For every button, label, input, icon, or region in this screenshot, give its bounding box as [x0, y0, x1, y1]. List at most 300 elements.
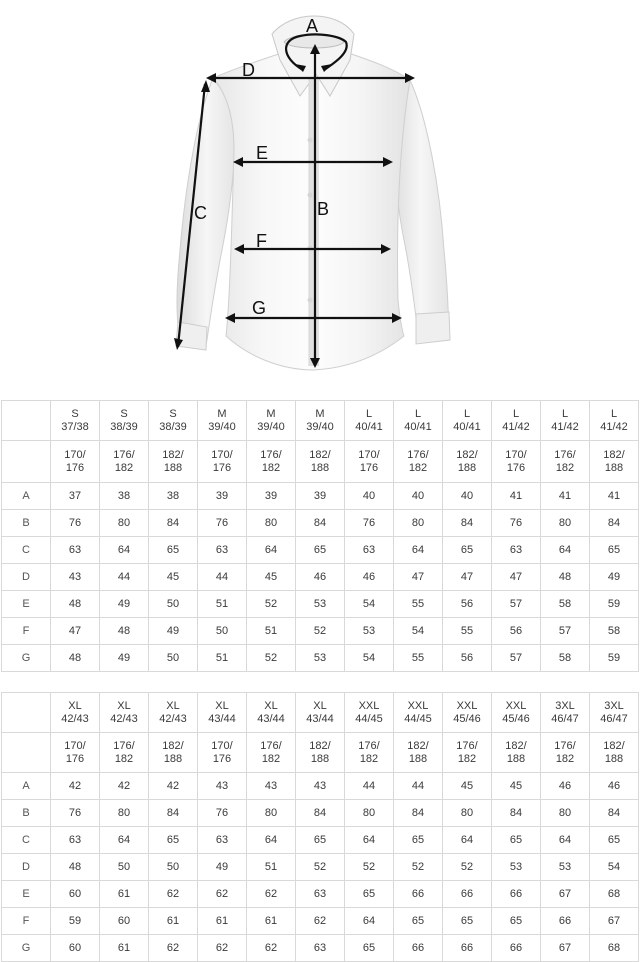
size-header-cell: [100, 693, 149, 733]
table-cell: 64: [345, 827, 394, 854]
collar-size: 40/41: [355, 420, 383, 433]
height-range-top: 182/: [456, 448, 478, 461]
table-cell: 54: [590, 854, 639, 881]
height-range-bottom: 182: [261, 461, 281, 474]
table-cell: 56: [443, 645, 492, 672]
size-label: M: [315, 407, 325, 420]
collar-size: 41/42: [551, 420, 579, 433]
table-cell: 62: [247, 935, 296, 962]
table-cell: 64: [541, 537, 590, 564]
table-row: [2, 773, 639, 800]
table-cell: 76: [51, 800, 100, 827]
size-table-1: [1, 400, 639, 672]
height-range-top: 176/: [554, 739, 576, 752]
table-cell: 44: [394, 773, 443, 800]
table-cell: 63: [198, 537, 247, 564]
height-header-cell: [345, 733, 394, 773]
table-row: [2, 645, 639, 672]
table-cell: 80: [247, 800, 296, 827]
table-cell: 62: [247, 881, 296, 908]
table-cell: 51: [247, 618, 296, 645]
collar-size: 37/38: [61, 420, 89, 433]
label-a: A: [306, 16, 319, 36]
height-range-top: 182/: [309, 448, 331, 461]
table-cell: 44: [100, 564, 149, 591]
height-range-top: 176/: [260, 739, 282, 752]
table-cell: 47: [443, 564, 492, 591]
height-range-bottom: 176: [65, 752, 85, 765]
size-label: L: [365, 407, 373, 420]
row-label: C: [2, 827, 51, 854]
size-header-cell: [296, 693, 345, 733]
height-range-bottom: 182: [408, 461, 428, 474]
table-cell: 65: [443, 537, 492, 564]
height-header-cell: [296, 733, 345, 773]
size-header-cell: [51, 401, 100, 441]
table-cell: 76: [198, 800, 247, 827]
table-cell: 59: [51, 908, 100, 935]
height-range-bottom: 176: [212, 461, 232, 474]
row-label: A: [2, 483, 51, 510]
height-header-cell: [100, 733, 149, 773]
table-cell: 56: [443, 591, 492, 618]
table-cell: 45: [492, 773, 541, 800]
table-cell: 64: [345, 908, 394, 935]
table-cell: 76: [198, 510, 247, 537]
table-cell: 49: [590, 564, 639, 591]
table-row: [2, 800, 639, 827]
table-cell: 63: [198, 827, 247, 854]
label-g: G: [252, 298, 267, 318]
size-label: XL: [313, 699, 327, 712]
shirt-drawing: [0, 0, 640, 390]
height-range-bottom: 182: [261, 752, 281, 765]
table-cell: 64: [247, 537, 296, 564]
row-label: G: [2, 645, 51, 672]
collar-size: 40/41: [404, 420, 432, 433]
collar-size: 42/43: [61, 712, 89, 725]
size-label: L: [414, 407, 422, 420]
size-label: L: [561, 407, 569, 420]
height-header-cell: [247, 441, 296, 483]
height-range-top: 170/: [211, 739, 233, 752]
height-range-top: 176/: [113, 739, 135, 752]
height-header-cell: [100, 441, 149, 483]
table-cell: 50: [100, 854, 149, 881]
table-cell: 84: [590, 800, 639, 827]
table-cell: 84: [492, 800, 541, 827]
table-cell: 63: [296, 935, 345, 962]
row-label: F: [2, 908, 51, 935]
table-cell: 49: [100, 645, 149, 672]
table-cell: 44: [198, 564, 247, 591]
table-cell: 63: [51, 537, 100, 564]
table-cell: 65: [345, 935, 394, 962]
table-cell: 45: [247, 564, 296, 591]
size-label: 3XL: [555, 699, 575, 712]
collar-size: 46/47: [551, 712, 579, 725]
table-cell: 80: [247, 510, 296, 537]
table-row: [2, 618, 639, 645]
collar-size: 42/43: [110, 712, 138, 725]
table-cell: 53: [345, 618, 394, 645]
table-cell: 55: [394, 591, 443, 618]
height-header-cell: [590, 441, 639, 483]
height-header-row: [2, 441, 639, 483]
table-cell: 84: [394, 800, 443, 827]
size-header-cell: [149, 401, 198, 441]
size-header-cell: [541, 401, 590, 441]
table-cell: 47: [492, 564, 541, 591]
table-cell: 43: [51, 564, 100, 591]
height-header-cell: [149, 733, 198, 773]
size-label: XXL: [505, 699, 527, 712]
size-header-cell: [149, 693, 198, 733]
table-cell: 63: [296, 881, 345, 908]
height-range-top: 182/: [505, 739, 527, 752]
height-header-cell: [296, 441, 345, 483]
label-f: F: [256, 231, 267, 251]
table-cell: 48: [100, 618, 149, 645]
table-cell: 46: [296, 564, 345, 591]
table-cell: 59: [590, 645, 639, 672]
table-cell: 84: [296, 800, 345, 827]
size-header-cell: [247, 693, 296, 733]
size-label: S: [71, 407, 79, 420]
table-cell: 52: [345, 854, 394, 881]
size-header-cell: [345, 693, 394, 733]
table-cell: 65: [345, 881, 394, 908]
table-cell: 48: [541, 564, 590, 591]
table-cell: 66: [394, 881, 443, 908]
collar-size: 39/40: [306, 420, 334, 433]
size-table-2: [1, 692, 639, 962]
height-header-cell: [443, 733, 492, 773]
table-cell: 84: [296, 510, 345, 537]
table-cell: 67: [590, 908, 639, 935]
table-cell: 46: [541, 773, 590, 800]
table-cell: 65: [296, 827, 345, 854]
size-label: XXL: [407, 699, 429, 712]
height-header-cell: [345, 441, 394, 483]
height-range-bottom: 176: [65, 461, 85, 474]
table-cell: 62: [149, 935, 198, 962]
table-cell: 48: [51, 591, 100, 618]
row-label: B: [2, 510, 51, 537]
height-range-bottom: 182: [114, 461, 134, 474]
height-range-bottom: 188: [408, 752, 428, 765]
height-range-bottom: 182: [457, 752, 477, 765]
height-range-top: 182/: [162, 739, 184, 752]
table-cell: 61: [247, 908, 296, 935]
table-cell: 65: [394, 827, 443, 854]
size-label: XL: [166, 699, 180, 712]
size-label: L: [463, 407, 471, 420]
table-cell: 66: [443, 935, 492, 962]
table-cell: 52: [247, 645, 296, 672]
table-cell: 80: [541, 800, 590, 827]
table-row: [2, 854, 639, 881]
table-cell: 84: [149, 800, 198, 827]
table-row: [2, 510, 639, 537]
table-cell: 68: [590, 881, 639, 908]
table-cell: 41: [492, 483, 541, 510]
table-cell: 48: [51, 645, 100, 672]
size-header-cell: [394, 693, 443, 733]
label-e: E: [256, 143, 269, 163]
height-header-cell: [541, 733, 590, 773]
label-c: C: [194, 203, 207, 223]
collar-size: 46/47: [600, 712, 628, 725]
size-header-cell: [541, 693, 590, 733]
height-range-bottom: 182: [114, 752, 134, 765]
table-cell: 50: [149, 645, 198, 672]
table-cell: 42: [100, 773, 149, 800]
button: [308, 193, 313, 198]
collar-size: 38/39: [159, 420, 187, 433]
table-cell: 64: [541, 827, 590, 854]
table-cell: 64: [100, 537, 149, 564]
size-label: XL: [215, 699, 229, 712]
size-label: L: [512, 407, 520, 420]
table-cell: 54: [345, 591, 394, 618]
table-cell: 52: [394, 854, 443, 881]
height-range-top: 182/: [603, 448, 625, 461]
table-cell: 62: [198, 935, 247, 962]
table-cell: 43: [296, 773, 345, 800]
table-cell: 46: [590, 773, 639, 800]
table-cell: 64: [443, 827, 492, 854]
size-header-cell: [345, 401, 394, 441]
size-header-cell: [394, 401, 443, 441]
table-row: [2, 564, 639, 591]
table-cell: 57: [492, 591, 541, 618]
table-cell: 55: [443, 618, 492, 645]
table-row: [2, 908, 639, 935]
size-header-cell: [443, 401, 492, 441]
table-cell: 80: [345, 800, 394, 827]
size-header-cell: [590, 401, 639, 441]
table-cell: 63: [345, 537, 394, 564]
right-cuff: [416, 312, 450, 344]
table-cell: 65: [492, 908, 541, 935]
size-label: 3XL: [604, 699, 624, 712]
table-cell: 62: [149, 881, 198, 908]
table-cell: 43: [198, 773, 247, 800]
table-cell: 84: [443, 510, 492, 537]
table-cell: 39: [198, 483, 247, 510]
table-cell: 65: [590, 537, 639, 564]
table-cell: 61: [149, 908, 198, 935]
button: [308, 298, 313, 303]
table-cell: 84: [149, 510, 198, 537]
size-label: XL: [117, 699, 131, 712]
row-label: C: [2, 537, 51, 564]
height-header-cell: [247, 733, 296, 773]
height-header-cell: [51, 441, 100, 483]
height-header-cell: [51, 733, 100, 773]
table-cell: 67: [541, 935, 590, 962]
table-cell: 52: [296, 854, 345, 881]
size-header-cell: [100, 401, 149, 441]
row-label: B: [2, 800, 51, 827]
height-range-bottom: 182: [555, 461, 575, 474]
height-range-bottom: 188: [604, 752, 624, 765]
height-range-top: 170/: [358, 448, 380, 461]
table-cell: 66: [492, 881, 541, 908]
table-cell: 58: [541, 645, 590, 672]
height-range-top: 170/: [64, 448, 86, 461]
button: [308, 138, 313, 143]
size-label: XL: [68, 699, 82, 712]
height-range-top: 176/: [456, 739, 478, 752]
label-b: B: [317, 199, 330, 219]
size-label: XL: [264, 699, 278, 712]
height-header-cell: [590, 733, 639, 773]
table-cell: 54: [345, 645, 394, 672]
table-cell: 42: [149, 773, 198, 800]
table-cell: 51: [198, 645, 247, 672]
size-label: XXL: [456, 699, 478, 712]
height-range-top: 182/: [162, 448, 184, 461]
size-header-row: [2, 693, 639, 733]
table-cell: 65: [492, 827, 541, 854]
table-cell: 52: [296, 618, 345, 645]
height-range-bottom: 176: [359, 461, 379, 474]
collar-size: 45/46: [453, 712, 481, 725]
table-row: [2, 537, 639, 564]
table-cell: 61: [100, 881, 149, 908]
height-header-cell: [394, 733, 443, 773]
height-header-cell: [541, 441, 590, 483]
table-cell: 59: [590, 591, 639, 618]
table-cell: 51: [247, 854, 296, 881]
row-label: E: [2, 881, 51, 908]
table-cell: 40: [443, 483, 492, 510]
table-cell: 76: [345, 510, 394, 537]
table-cell: 66: [541, 908, 590, 935]
row-label: G: [2, 935, 51, 962]
table-cell: 80: [541, 510, 590, 537]
table-cell: 49: [149, 618, 198, 645]
size-header-cell: [247, 401, 296, 441]
collar-size: 43/44: [208, 712, 236, 725]
height-range-bottom: 188: [310, 752, 330, 765]
table-row: [2, 827, 639, 854]
table-cell: 66: [394, 935, 443, 962]
table-cell: 61: [100, 935, 149, 962]
table-row: [2, 881, 639, 908]
size-header-cell: [198, 693, 247, 733]
size-header-cell: [492, 401, 541, 441]
height-range-top: 182/: [309, 739, 331, 752]
corner-cell: [2, 441, 51, 483]
table-cell: 38: [149, 483, 198, 510]
size-header-cell: [198, 401, 247, 441]
label-d: D: [242, 60, 255, 80]
table-cell: 53: [296, 645, 345, 672]
height-range-top: 170/: [64, 739, 86, 752]
table-cell: 39: [296, 483, 345, 510]
table-cell: 65: [394, 908, 443, 935]
table-cell: 37: [51, 483, 100, 510]
collar-size: 39/40: [208, 420, 236, 433]
table-cell: 62: [198, 881, 247, 908]
height-range-top: 176/: [554, 448, 576, 461]
size-header-cell: [296, 401, 345, 441]
table-cell: 40: [345, 483, 394, 510]
size-header-cell: [492, 693, 541, 733]
corner-cell: [2, 733, 51, 773]
table-cell: 76: [51, 510, 100, 537]
row-label: F: [2, 618, 51, 645]
collar-size: 45/46: [502, 712, 530, 725]
height-range-top: 170/: [211, 448, 233, 461]
table-cell: 65: [296, 537, 345, 564]
collar-size: 43/44: [257, 712, 285, 725]
collar-size: 41/42: [600, 420, 628, 433]
corner-cell: [2, 693, 51, 733]
table-cell: 45: [149, 564, 198, 591]
corner-cell: [2, 401, 51, 441]
collar-size: 39/40: [257, 420, 285, 433]
height-header-cell: [443, 441, 492, 483]
height-range-top: 182/: [603, 739, 625, 752]
height-header-cell: [149, 441, 198, 483]
height-range-bottom: 182: [555, 752, 575, 765]
table-cell: 60: [100, 908, 149, 935]
collar-size: 41/42: [502, 420, 530, 433]
table-cell: 40: [394, 483, 443, 510]
height-range-bottom: 188: [506, 752, 526, 765]
table-cell: 80: [394, 510, 443, 537]
size-header-row: [2, 401, 639, 441]
table-cell: 64: [100, 827, 149, 854]
table-cell: 52: [443, 854, 492, 881]
height-range-bottom: 188: [457, 461, 477, 474]
table-cell: 47: [394, 564, 443, 591]
table-cell: 56: [492, 618, 541, 645]
table-cell: 41: [541, 483, 590, 510]
height-header-cell: [492, 733, 541, 773]
table-cell: 80: [100, 510, 149, 537]
table-cell: 66: [492, 935, 541, 962]
height-range-bottom: 176: [506, 461, 526, 474]
table-cell: 68: [590, 935, 639, 962]
table-cell: 57: [492, 645, 541, 672]
height-range-bottom: 176: [212, 752, 232, 765]
row-label: D: [2, 854, 51, 881]
table-cell: 44: [345, 773, 394, 800]
table-cell: 80: [443, 800, 492, 827]
table-cell: 76: [492, 510, 541, 537]
height-range-bottom: 182: [359, 752, 379, 765]
height-range-bottom: 188: [163, 752, 183, 765]
table-cell: 80: [100, 800, 149, 827]
collar-size: 44/45: [404, 712, 432, 725]
table-cell: 65: [149, 827, 198, 854]
collar-size: 44/45: [355, 712, 383, 725]
row-label: E: [2, 591, 51, 618]
table-cell: 61: [198, 908, 247, 935]
table-cell: 58: [590, 618, 639, 645]
table-cell: 57: [541, 618, 590, 645]
table-cell: 39: [247, 483, 296, 510]
size-header-cell: [590, 693, 639, 733]
collar-size: 40/41: [453, 420, 481, 433]
table-cell: 53: [492, 854, 541, 881]
height-header-cell: [394, 441, 443, 483]
